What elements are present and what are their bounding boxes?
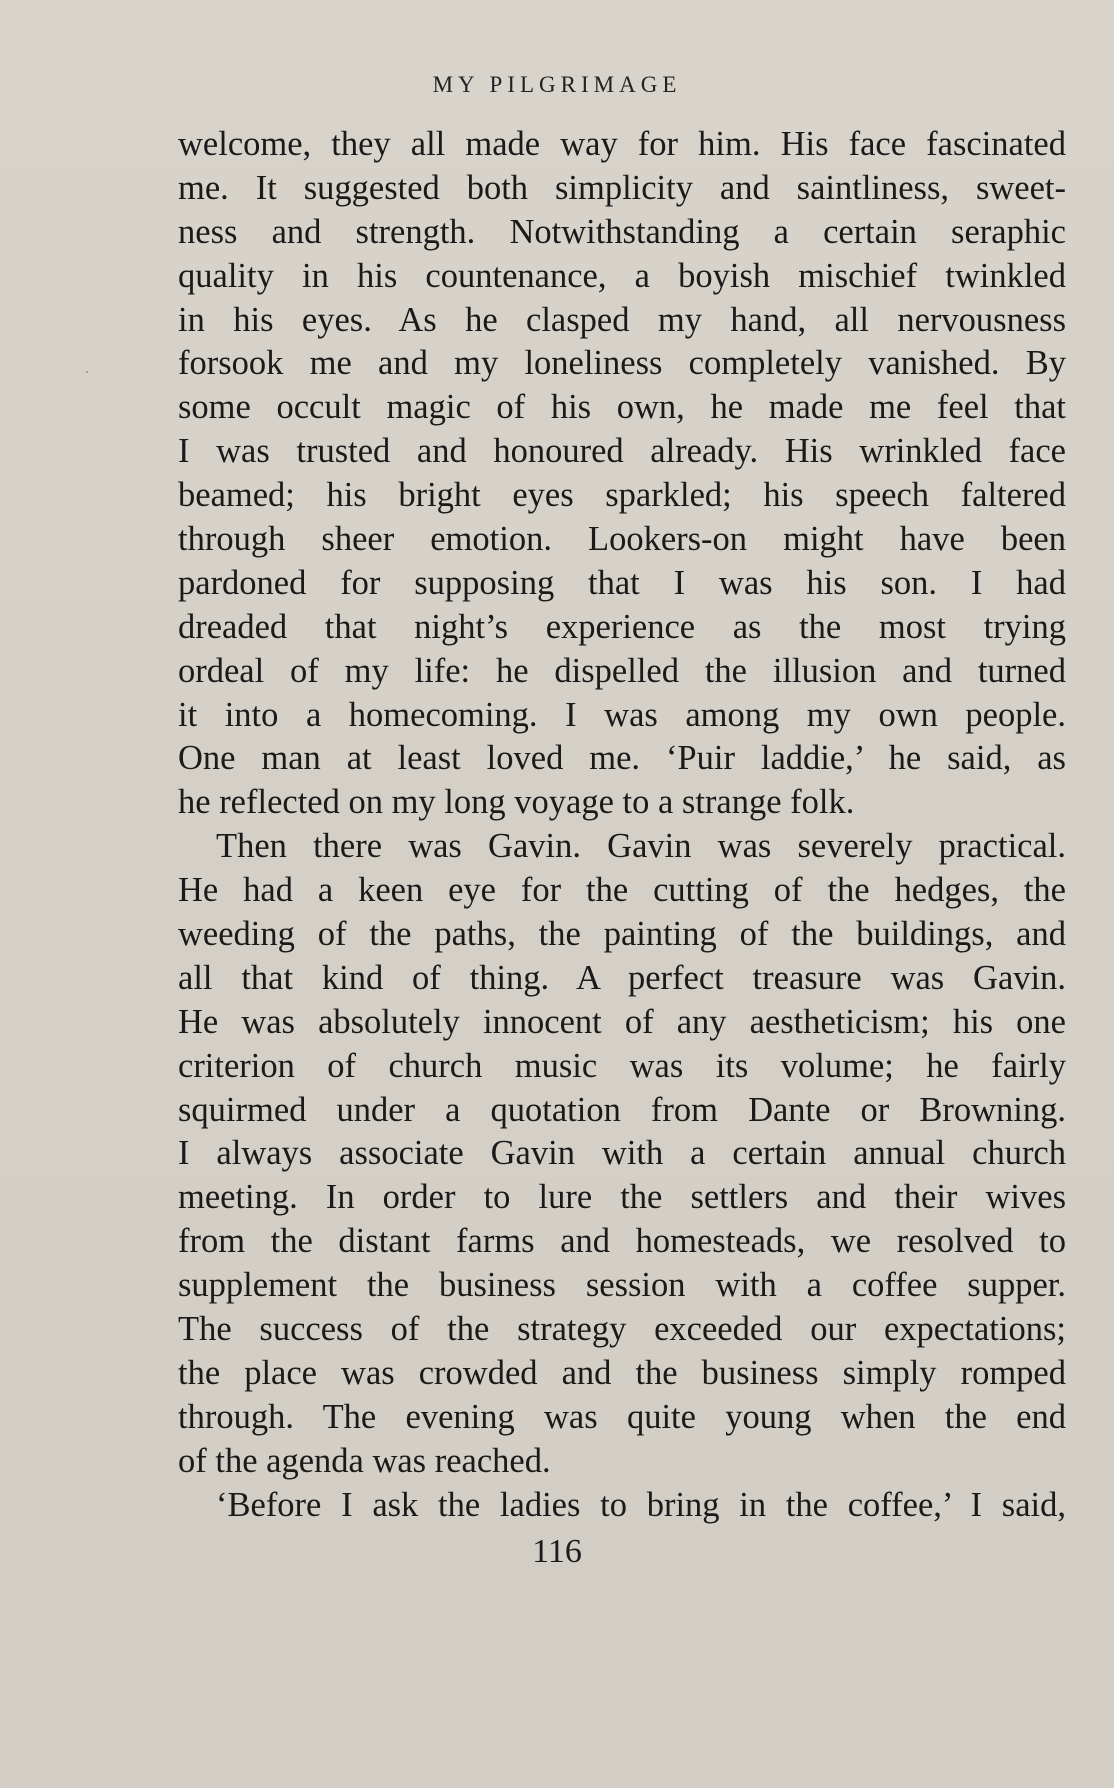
text-line: beamed; his bright eyes sparkled; his speech faltered bbox=[178, 476, 1066, 515]
text-line: he reflected on my long voyage to a strange folk. bbox=[178, 783, 855, 822]
text-line: pardoned for supposing that I was his son. I had bbox=[178, 563, 1066, 602]
text-line: through. The evening was quite young when the end bbox=[178, 1397, 1066, 1436]
text-line: One man at least loved me. ‘Puir laddie,’ he said, as bbox=[178, 739, 1066, 778]
text-line: forsook me and my loneliness completely vanished. By bbox=[178, 344, 1066, 383]
text-line: the place was crowded and the business simply romped bbox=[178, 1353, 1066, 1392]
page-number: 116 bbox=[532, 1533, 582, 1570]
text-line: I always associate Gavin with a certain annual church bbox=[178, 1134, 1066, 1173]
text-line: it into a homecoming. I was among my own people. bbox=[178, 695, 1066, 734]
text-line: I was trusted and honoured already. His wrinkled face bbox=[178, 432, 1066, 471]
text-line: dreaded that night’s experience as the most trying bbox=[178, 607, 1066, 646]
text-line: welcome, they all made way for him. His face fascinated bbox=[178, 125, 1066, 163]
text-line: The success of the strategy exceeded our expectations; bbox=[178, 1310, 1066, 1349]
text-line: meeting. In order to lure the settlers and their wives bbox=[178, 1178, 1066, 1217]
text-line: supplement the business session with a coffee supper. bbox=[178, 1266, 1066, 1305]
text-line: in his eyes. As he clasped my hand, all nervousness bbox=[178, 300, 1066, 339]
text-line: ness and strength. Notwithstanding a certain seraphic bbox=[178, 212, 1066, 251]
text-line: ordeal of my life: he dispelled the illusion and turned bbox=[178, 651, 1066, 690]
text-line: weeding of the paths, the painting of the buildings, and bbox=[178, 915, 1066, 954]
text-line: some occult magic of his own, he made me feel that bbox=[178, 388, 1066, 427]
text-line: me. It suggested both simplicity and saintliness, sweet- bbox=[178, 168, 1066, 207]
text-line: ‘Before I ask the ladies to bring in the coffee,’ I said, bbox=[216, 1485, 1066, 1524]
text-line: Then there was Gavin. Gavin was severely practical. bbox=[216, 827, 1066, 866]
paper-speck bbox=[86, 371, 88, 373]
text-line: through sheer emotion. Lookers-on might have been bbox=[178, 520, 1066, 559]
running-head: MY PILGRIMAGE bbox=[432, 72, 682, 97]
text-line: squirmed under a quotation from Dante or Browning. bbox=[178, 1090, 1066, 1129]
body-text bbox=[178, 123, 1066, 1528]
text-line: all that kind of thing. A perfect treasure was Gavin. bbox=[178, 958, 1066, 997]
text-line: quality in his countenance, a boyish mischief twinkled bbox=[178, 256, 1066, 295]
text-line: criterion of church music was its volume; he fairly bbox=[178, 1046, 1066, 1085]
text-line: from the distant farms and homesteads, we resolved to bbox=[178, 1222, 1066, 1261]
text-line: of the agenda was reached. bbox=[178, 1441, 551, 1480]
text-line: He had a keen eye for the cutting of the hedges, the bbox=[178, 871, 1066, 910]
text-line: He was absolutely innocent of any aestheticism; his one bbox=[178, 1002, 1066, 1041]
